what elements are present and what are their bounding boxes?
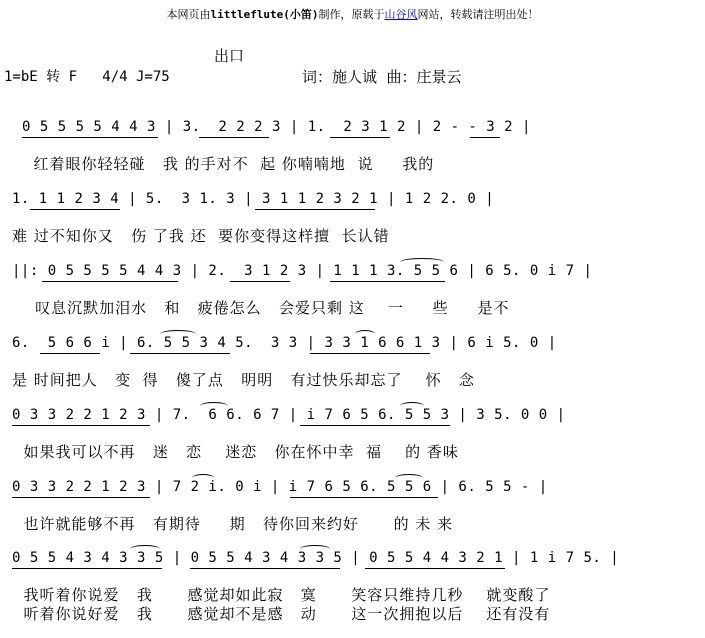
slur-mark: [192, 474, 214, 482]
slur-mark: [160, 330, 196, 338]
lyric-line-1: 红着眼你轻轻碰 我 的手对不 起 你喃喃地 说 我的: [22, 155, 435, 173]
beam-underline: [310, 353, 430, 354]
notation-line-1: 0 5 5 5 5 4 4 3 | 3. 2 2 2 3 | 1. 2 3 1 2 | 2 - - 3 2 |: [22, 119, 531, 135]
song-credits: 词：施人诚 曲：庄景云: [302, 68, 462, 86]
beam-underline: [330, 137, 390, 138]
page-credit-note: [0, 6, 705, 22]
notation-line-7: 0 5 5 4 3 4 3 3 5 | 0 5 5 4 3 4 3 3 5 | 0 5 5 4 4 3 2 1 | 1 i 7 5. |: [12, 550, 620, 566]
author-name: littleflute(小笛): [210, 8, 319, 21]
slur-mark: [395, 474, 423, 482]
lyric-line-5: 如果我可以不再 迷 恋 迷恋 你在怀中幸 福 的 香味: [12, 443, 459, 461]
beam-underline: [470, 137, 500, 138]
beam-underline: [290, 497, 438, 498]
credit-text-2: 制作，原载于: [318, 8, 385, 21]
slur-mark: [300, 545, 330, 553]
beam-underline: [30, 209, 120, 210]
beam-underline: [365, 568, 505, 569]
beam-underline: [130, 353, 230, 354]
lyric-line-6: 也许就能够不再 有期待 期 待你回来约好 的 未 来: [12, 515, 454, 533]
lyric-line-4: 是 时间把人 变 得 傻了点 明明 有过快乐却忘了 怀 念: [12, 371, 475, 389]
beam-underline: [12, 425, 150, 426]
beam-underline: [40, 353, 100, 354]
credit-text-1: 本网页由: [166, 8, 211, 21]
notation-line-4: 6. 5 6 6 i | 6. 5 5 3 4 5. 3 3 | 3 3 1 6 6 1 3 | 6 i 5. 0 |: [12, 335, 557, 351]
lyric-line-8: 听着你说好爱 我 感觉却不是感 动 这一次拥抱以后 还有没有: [12, 605, 551, 623]
beam-underline: [255, 209, 375, 210]
beam-underline: [300, 425, 450, 426]
slur-mark: [400, 402, 424, 410]
credit-text-3: 网站，转载请注明出处！: [417, 8, 539, 21]
site-link[interactable]: 山谷风: [384, 8, 418, 21]
beam-underline: [330, 281, 445, 282]
beam-underline: [12, 568, 162, 569]
lyric-line-7: 我听着你说爱 我 感觉却如此寂 寞 笑容只维持几秒 就变酸了: [12, 586, 551, 604]
beam-underline: [22, 137, 158, 138]
notation-line-6: 0 3 3 2 2 1 2 3 | 7 2 i. 0 i | i 7 6 5 6. 5 5 6 | 6. 5 5 - |: [12, 479, 548, 495]
slur-mark: [355, 330, 375, 338]
slur-mark: [200, 402, 228, 410]
notation-line-2: 1. 1 1 2 3 4 | 5. 3 1. 3 | 3 1 1 2 3 2 1 | 1 2 2. 0 |: [12, 191, 495, 207]
beam-underline: [42, 281, 178, 282]
key-signature-line: 1=bE 转 F 4/4 J=75: [4, 69, 170, 85]
slur-mark: [400, 258, 444, 266]
beam-underline: [190, 568, 340, 569]
beam-underline: [199, 137, 269, 138]
lyric-line-2: 难 过不知你又 伤 了我 还 要你变得这样擅 长认错: [12, 227, 390, 245]
song-title: 出口: [214, 47, 245, 65]
beam-underline: [230, 281, 290, 282]
slur-mark: [130, 545, 160, 553]
lyric-line-3: 叹息沉默加泪水 和 疲倦怎么 会爱只剩 这 一 些 是不: [12, 299, 510, 317]
notation-line-5: 0 3 3 2 2 1 2 3 | 7. 6 6. 6 7 | i 7 6 5 6. 5 5 3 | 3 5. 0 0 |: [12, 407, 566, 423]
notation-line-3: ||: 0 5 5 5 5 4 4 3 | 2. 3 1 2 3 | 1 1 1 3. 5 5 6 | 6 5. 0 i 7 |: [12, 263, 593, 279]
beam-underline: [12, 497, 150, 498]
